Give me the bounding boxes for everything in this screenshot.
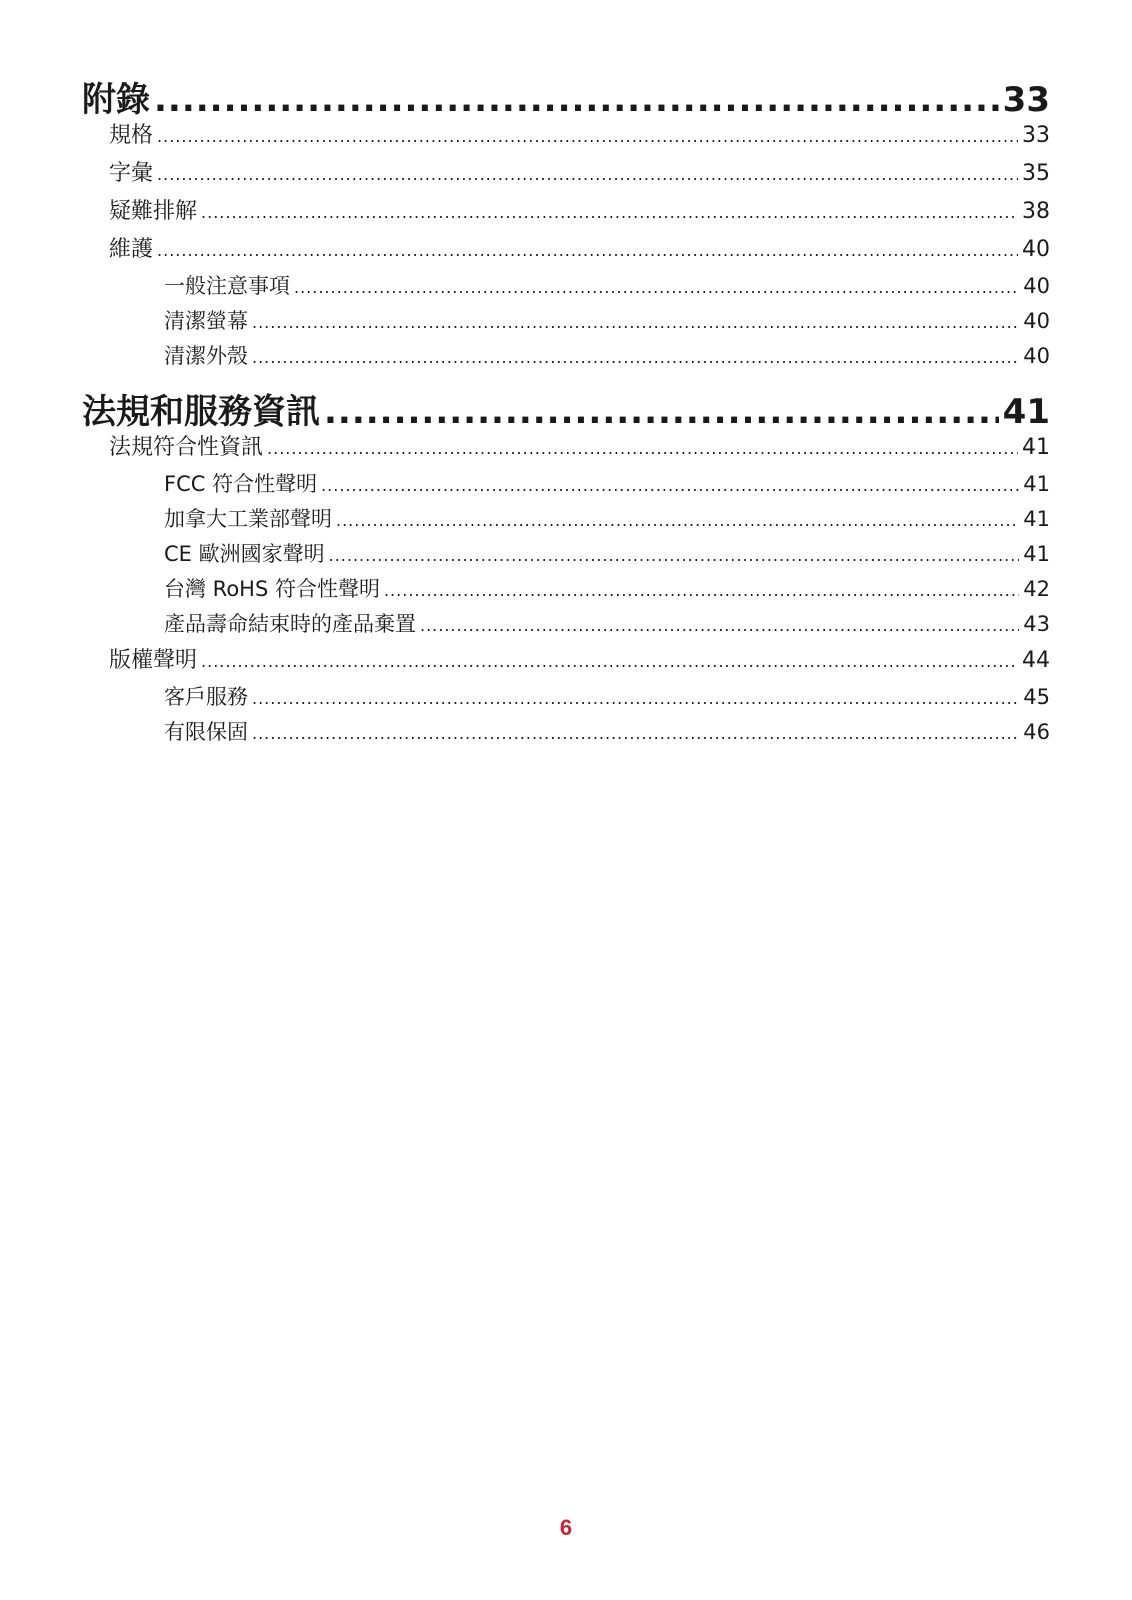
toc-subentry[interactable] (82, 716, 1050, 751)
dot-leader (336, 511, 1019, 530)
toc-page-number: 40 (1023, 274, 1050, 298)
toc-entry[interactable] (82, 232, 1050, 270)
toc-subentry[interactable] (82, 305, 1050, 340)
toc-subentry[interactable] (82, 270, 1050, 305)
dot-leader (154, 80, 999, 120)
dot-leader (384, 581, 1019, 600)
toc-subentry[interactable] (82, 573, 1050, 608)
dot-leader (321, 476, 1019, 495)
toc-subentry[interactable] (82, 503, 1050, 538)
dot-leader (201, 203, 1018, 222)
toc-subentry[interactable] (82, 340, 1050, 375)
toc-subentry-title: CE 歐洲國家聲明 (164, 542, 325, 566)
dot-leader (157, 241, 1018, 260)
dot-leader (324, 392, 999, 432)
toc-page-number: 41 (1023, 507, 1050, 531)
toc-page-number: 33 (1002, 80, 1050, 120)
dot-leader (329, 546, 1020, 565)
toc-page-number: 33 (1022, 123, 1050, 148)
toc-section-appendix[interactable] (82, 72, 1050, 118)
dot-leader (252, 724, 1019, 743)
toc-entry-title: 維護 (109, 237, 154, 262)
toc-page-number: 46 (1023, 720, 1050, 744)
toc-subentry[interactable] (82, 608, 1050, 643)
toc-subentry-title: 產品壽命結束時的產品棄置 (164, 612, 416, 636)
dot-leader (252, 689, 1019, 708)
toc-subentry[interactable] (82, 681, 1050, 716)
dot-leader (157, 165, 1018, 184)
dot-leader (252, 348, 1019, 367)
toc-section-title: 法規和服務資訊 (82, 392, 320, 432)
toc-subentry-title: 清潔外殼 (164, 344, 248, 368)
toc-entry[interactable] (82, 156, 1050, 194)
toc-page-number: 35 (1022, 161, 1050, 186)
toc-page-number: 45 (1023, 685, 1050, 709)
toc-subentry[interactable] (82, 538, 1050, 573)
toc-subentry-title: 一般注意事項 (164, 274, 290, 298)
page-number: 6 (559, 1515, 573, 1540)
toc-entry[interactable] (82, 118, 1050, 156)
toc-subentry-title: 有限保固 (164, 720, 248, 744)
toc-page-number: 42 (1023, 577, 1050, 601)
toc-entry-title: 版權聲明 (109, 648, 198, 673)
toc-page-number: 40 (1023, 309, 1050, 333)
dot-leader (294, 278, 1019, 297)
toc-entry[interactable] (82, 194, 1050, 232)
toc-page-number: 41 (1022, 435, 1050, 460)
toc-entry-title: 字彙 (109, 161, 154, 186)
toc-page-number: 38 (1022, 199, 1050, 224)
toc-page-number: 43 (1023, 612, 1050, 636)
toc-page-number: 44 (1022, 648, 1050, 673)
dot-leader (420, 616, 1019, 635)
dot-leader (252, 313, 1019, 332)
toc-page-number: 41 (1023, 542, 1050, 566)
toc-subentry-title: FCC 符合性聲明 (164, 472, 318, 496)
toc-page-number: 41 (1002, 392, 1050, 432)
toc-entry-title: 法規符合性資訊 (109, 435, 264, 460)
toc-entry-title: 疑難排解 (109, 199, 198, 224)
dot-leader (157, 127, 1018, 146)
toc-page-number: 40 (1023, 344, 1050, 368)
toc-subentry-title: 客戶服務 (164, 685, 248, 709)
toc-entry[interactable] (82, 430, 1050, 468)
toc-subentry-title: 加拿大工業部聲明 (164, 507, 332, 531)
toc-subentry-title: 台灣 RoHS 符合性聲明 (164, 577, 380, 601)
table-of-contents (82, 72, 1050, 751)
toc-page-number: 40 (1022, 237, 1050, 262)
toc-entry[interactable] (82, 643, 1050, 681)
dot-leader (267, 439, 1018, 458)
dot-leader (201, 652, 1018, 671)
toc-entry-title: 規格 (109, 123, 154, 148)
toc-section-regulatory[interactable] (82, 384, 1050, 430)
toc-subentry-title: 清潔螢幕 (164, 309, 248, 333)
toc-page-number: 41 (1023, 472, 1050, 496)
toc-section-title: 附錄 (82, 80, 150, 120)
toc-subentry[interactable] (82, 468, 1050, 503)
